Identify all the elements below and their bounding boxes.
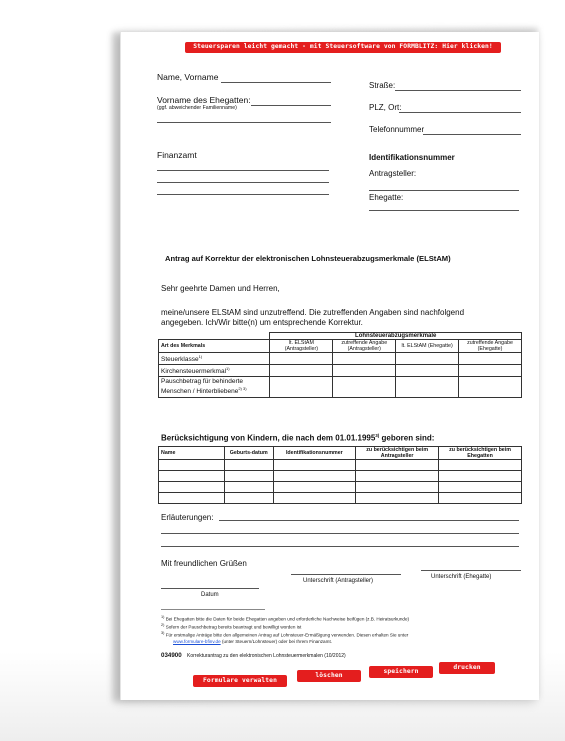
- id-spouse-field[interactable]: [369, 210, 519, 211]
- id-applicant-field[interactable]: [369, 190, 519, 191]
- cell-input[interactable]: [333, 353, 396, 365]
- id-applicant-label: Antragsteller:: [369, 169, 417, 178]
- cell-input[interactable]: [270, 353, 333, 365]
- footnote-3: $^{3)}$ Für erstmalige Anträge bitte den allgemeinen Antrag auf Lohnsteuer-Ermäßigung verwenden. Diesen erhalten Sie unter: [161, 631, 409, 638]
- cell-input[interactable]: [159, 460, 225, 471]
- row-label: Steuerklasse: [161, 356, 199, 364]
- merkmale-group-header: Lohnsteuerabzugsmerkmale: [270, 333, 522, 340]
- spouse-label: Vorname des Ehegatten:: [157, 95, 251, 105]
- cell-input[interactable]: [459, 353, 522, 365]
- cell-input[interactable]: [396, 377, 459, 398]
- form-title: Antrag auf Korrektur der elektronischen Lohnsteuerabzugsmerkmale (ELStAM): [165, 254, 451, 263]
- street-label: Straße:: [369, 81, 396, 90]
- footnote-1: $^{1)}$ Bei Ehegatten bitte die Daten für beide Ehegatten angeben und erforderliche Nachweise beifügen (z.B. Heiratsurkunde): [161, 615, 410, 622]
- cell-input[interactable]: [356, 460, 439, 471]
- spouse-hint: (ggf. abweichender Familienname): [157, 105, 237, 111]
- closing: Mit freundlichen Grüßen: [161, 559, 247, 568]
- finanzamt-label: Finanzamt: [157, 150, 197, 160]
- zip-city-field[interactable]: [399, 112, 521, 113]
- col-applicant: zu berücksichtigen beim Antragsteller: [356, 447, 439, 460]
- date-label: Datum: [201, 592, 219, 598]
- name-label: Name, Vorname: [157, 72, 219, 82]
- cell-input[interactable]: [439, 482, 522, 493]
- id-heading: Identifikationsnummer: [369, 153, 455, 162]
- spouse-name-field[interactable]: [251, 105, 331, 106]
- delete-button[interactable]: löschen: [297, 670, 361, 682]
- manage-forms-button[interactable]: Formulare verwalten: [193, 675, 287, 687]
- col-id: Identifikationsnummer: [273, 447, 356, 460]
- save-button[interactable]: speichern: [369, 666, 433, 678]
- table-row: [159, 365, 522, 377]
- cell-input[interactable]: [224, 471, 273, 482]
- footnote-ref: 2) 3): [238, 386, 247, 392]
- row-label: Kirchensteuermerkmal: [161, 368, 227, 376]
- table-row: [159, 353, 522, 365]
- footnote-2-text: Sofern der Pauschbetrag bereits beantragt und bewilligt worden ist: [165, 624, 302, 630]
- cell-input[interactable]: [224, 493, 273, 504]
- table-row: [159, 471, 522, 482]
- col-elstam-spouse: lt. ELStAM (Ehegatte): [396, 340, 459, 353]
- street-field[interactable]: [395, 90, 521, 91]
- footnote-2: $^{2)}$ Sofern der Pauschbetrag bereits beantragt und bewilligt worden ist: [161, 623, 302, 630]
- footnote-ref: 1): [198, 353, 203, 359]
- col-correct-applicant: zutreffende Angabe (Antragsteller): [333, 340, 396, 353]
- col-art: Art des Merkmals: [159, 340, 270, 353]
- doc-caption: Korrekturantrag zu den elektronischen Lohnsteuermerkmalen (10/2012): [187, 653, 346, 659]
- footnote-ref: 3): [375, 433, 380, 438]
- cell-input[interactable]: [439, 493, 522, 504]
- col-birthdate: Geburts-datum: [224, 447, 273, 460]
- kinder-heading-end: geboren sind:: [379, 433, 435, 443]
- spouse-extra-field[interactable]: [157, 122, 331, 123]
- finanzamt-field-2[interactable]: [157, 182, 329, 183]
- merkmale-table: [158, 332, 522, 398]
- footnote-3-cont: [173, 639, 332, 644]
- cell-input[interactable]: [459, 365, 522, 377]
- erlaeuterungen-field-1[interactable]: [219, 520, 519, 521]
- footnote-divider: [161, 609, 265, 610]
- footnote-ref: 1): [226, 365, 230, 371]
- cell-input[interactable]: [396, 353, 459, 365]
- footnote-3-text: Für erstmalige Anträge bitte den allgemeinen Antrag auf Lohnsteuer-Ermäßigung verwenden. Diesen erhalten Sie unter: [165, 632, 409, 638]
- salutation: Sehr geehrte Damen und Herren,: [161, 284, 280, 293]
- cell-input[interactable]: [333, 377, 396, 398]
- cell-input[interactable]: [439, 471, 522, 482]
- form-document: [120, 32, 539, 700]
- cell-input[interactable]: [224, 482, 273, 493]
- kinder-heading-text: Berücksichtigung von Kindern, die nach dem 01.01.1995: [161, 433, 376, 443]
- spouse-signature-label: Unterschrift (Ehegatte): [431, 574, 492, 580]
- body-text: meine/unsere ELStAM sind unzutreffend. Die zutreffenden Angaben sind nachfolgend angegeben. Ich/Wir bitte(n) um entsprechende Korrektur.: [161, 308, 465, 327]
- cell-input[interactable]: [439, 460, 522, 471]
- table-row: [159, 482, 522, 493]
- cell-input[interactable]: [159, 471, 225, 482]
- erlaeuterungen-label: Erläuterungen:: [161, 513, 214, 522]
- finanzamt-field-3[interactable]: [157, 194, 329, 195]
- cell-input[interactable]: [356, 482, 439, 493]
- cell-input[interactable]: [459, 377, 522, 398]
- doc-number: 034900: [161, 652, 182, 659]
- phone-field[interactable]: [423, 134, 521, 135]
- formblitz-banner-link[interactable]: Steuersparen leicht gemacht - mit Steuersoftware von FORMBLITZ: Hier klicken!: [185, 42, 501, 53]
- erlaeuterungen-field-2[interactable]: [161, 533, 519, 534]
- footnote-1-text: Bei Ehegatten bitte die Daten für beide Ehegatten angeben und erforderliche Nachweise beifügen (z.B. Heiratsurkunde): [165, 616, 410, 622]
- applicant-signature-label: Unterschrift (Antragsteller): [303, 578, 374, 584]
- col-elstam-applicant: lt. ELStAM (Antragsteller): [270, 340, 333, 353]
- cell-input[interactable]: [159, 493, 225, 504]
- cell-input[interactable]: [333, 365, 396, 377]
- col-spouse: zu berücksichtigen beim Ehegatten: [439, 447, 522, 460]
- cell-input[interactable]: [273, 482, 356, 493]
- cell-input[interactable]: [356, 493, 439, 504]
- cell-input[interactable]: [159, 482, 225, 493]
- name-field[interactable]: [221, 82, 331, 83]
- applicant-signature-field[interactable]: [291, 574, 401, 575]
- table-row: [159, 460, 522, 471]
- footnote-3-rest: (unter Steuern/Lohnsteuer) oder bei Ihrem Finanzamt.: [221, 639, 332, 644]
- cell-input[interactable]: [273, 471, 356, 482]
- phone-label: Telefonnummer: [369, 125, 425, 134]
- col-name: Name: [159, 447, 225, 460]
- spouse-signature-field[interactable]: [421, 570, 521, 571]
- cell-input[interactable]: [224, 460, 273, 471]
- kinder-table: [158, 446, 522, 504]
- kinder-heading: [161, 433, 434, 443]
- cell-input[interactable]: [270, 377, 333, 398]
- erlaeuterungen-field-3[interactable]: [161, 546, 519, 547]
- col-correct-spouse: zutreffende Angabe (Ehegatte): [459, 340, 522, 353]
- finanzamt-field-1[interactable]: [157, 170, 329, 171]
- cell-input[interactable]: [273, 493, 356, 504]
- cell-input[interactable]: [356, 471, 439, 482]
- cell-input[interactable]: [273, 460, 356, 471]
- id-spouse-label: Ehegatte:: [369, 193, 404, 202]
- cell-input[interactable]: [270, 365, 333, 377]
- table-row: [159, 377, 522, 398]
- bfinv-link[interactable]: www.formulare-bfinv.de: [173, 639, 221, 644]
- date-field[interactable]: [161, 588, 259, 589]
- print-button[interactable]: drucken: [439, 662, 495, 674]
- row-label: Pauschbetrag für behinderte Menschen / Hinterbliebene: [161, 378, 244, 396]
- zip-city-label: PLZ, Ort:: [369, 103, 402, 112]
- table-row: [159, 493, 522, 504]
- cell-input[interactable]: [396, 365, 459, 377]
